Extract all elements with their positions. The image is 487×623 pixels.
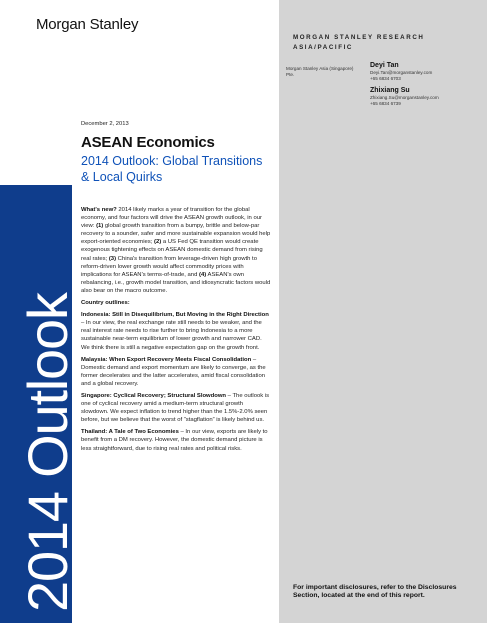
report-body <box>81 206 271 457</box>
country-paragraph <box>81 392 271 424</box>
country-text: – The outlook is one of cyclical recovery amid a medium-term structural growth slowdown. We expect inflation to trend higher than the 1.5%-2.0% seen before, but we believe that the worst of “stagflation” is likely behind us. <box>81 392 270 424</box>
author-phone: +65 6834 6703 <box>370 75 401 81</box>
country-heading: Thailand: A Tale of Two Economies <box>81 429 179 436</box>
morgan-stanley-logo: Morgan Stanley <box>36 16 139 33</box>
legal-entity: Morgan Stanley Asia (Singapore) Pte. <box>286 66 354 77</box>
report-subtitle: 2014 Outlook: Global Transitions & Local Quirks <box>81 154 263 184</box>
intro-paragraph <box>81 206 271 295</box>
report-title: ASEAN Economics <box>81 134 215 151</box>
country-heading: Singapore: Cyclical Recovery; Structural Slowdown <box>81 392 227 399</box>
disclosures-note: For important disclosures, refer to the Disclosures Section, located at the end of this report. <box>293 584 457 599</box>
country-text: – Domestic demand and export momentum are likely to converge, as the former decelerates and the latter accelerates, amid fiscal consolidation and a global recovery. <box>81 356 266 387</box>
intro-text: ASEAN's own rebalancing, i.e., growth model transition, and idiosyncratic factors would also bear on the macro outcome. <box>81 271 271 294</box>
author-contact <box>370 86 439 106</box>
intro-text: China's transition from leverage-driven high growth to reform-driven lower growth would affect commodity prices with implications for ASEAN's terms-of-trade, and <box>81 255 257 278</box>
author-name: Zhixiang Su <box>370 87 410 94</box>
factor-number: (1) <box>96 223 104 230</box>
vertical-outlook-title: 2014 Outlook <box>16 293 79 612</box>
factor-number: (2) <box>154 239 162 246</box>
research-header-line2: ASIA/PACIFIC <box>293 44 353 51</box>
report-date: December 2, 2013 <box>81 121 129 127</box>
country-outlines-heading: Country outlines: <box>81 300 130 307</box>
country-paragraph <box>81 311 271 351</box>
intro-text: 2014 likely marks a year of transition for the global economy, and four factors will drive the ASEAN growth outlook, in our view: <box>81 207 262 230</box>
factor-number: (4) <box>199 271 207 278</box>
country-text: – In our view, exports are likely to benefit from a DM recovery. However, the domestic demand picture is less straightforward, due to rising real rates and political risks. <box>81 429 268 452</box>
author-email[interactable]: Deyi.Tan@morganstanley.com <box>370 70 433 75</box>
author-phone: +65 6834 6739 <box>370 100 401 106</box>
research-header-line1: MORGAN STANLEY RESEARCH <box>293 34 425 41</box>
country-paragraph <box>81 428 271 452</box>
author-name: Deyi Tan <box>370 62 399 69</box>
author-email[interactable]: Zhixiang.Su@morganstanley.com <box>370 95 439 100</box>
factor-number: (3) <box>108 255 117 262</box>
country-heading: Malaysia: When Export Recovery Meets Fiscal Consolidation <box>81 356 252 363</box>
intro-lead: What's new? <box>81 207 117 213</box>
country-text: – In our view, the real exchange rate still needs to be weaker, and the real interest rate needs to rise further to bring Indonesia to a more sustainable near-term equilibrium of lower growth and narrower CAD. We think there is still a negative expectation gap on the growth front. <box>81 320 262 351</box>
author-contact <box>370 61 432 81</box>
country-paragraph <box>81 356 271 388</box>
country-heading: Indonesia: Still in Disequilibrium, But Moving in the Right Direction <box>81 312 269 319</box>
intro-text: a US Fed QE transition would create exogenous tightening effects on ASEAN domestic demand from rising real rates; <box>81 239 263 262</box>
research-header <box>293 33 424 53</box>
intro-text: global growth transition from a bumpy, brittle and below-par recovery to a sounder, safer and more sustainable expansion would help export-oriented economies; <box>81 223 271 246</box>
